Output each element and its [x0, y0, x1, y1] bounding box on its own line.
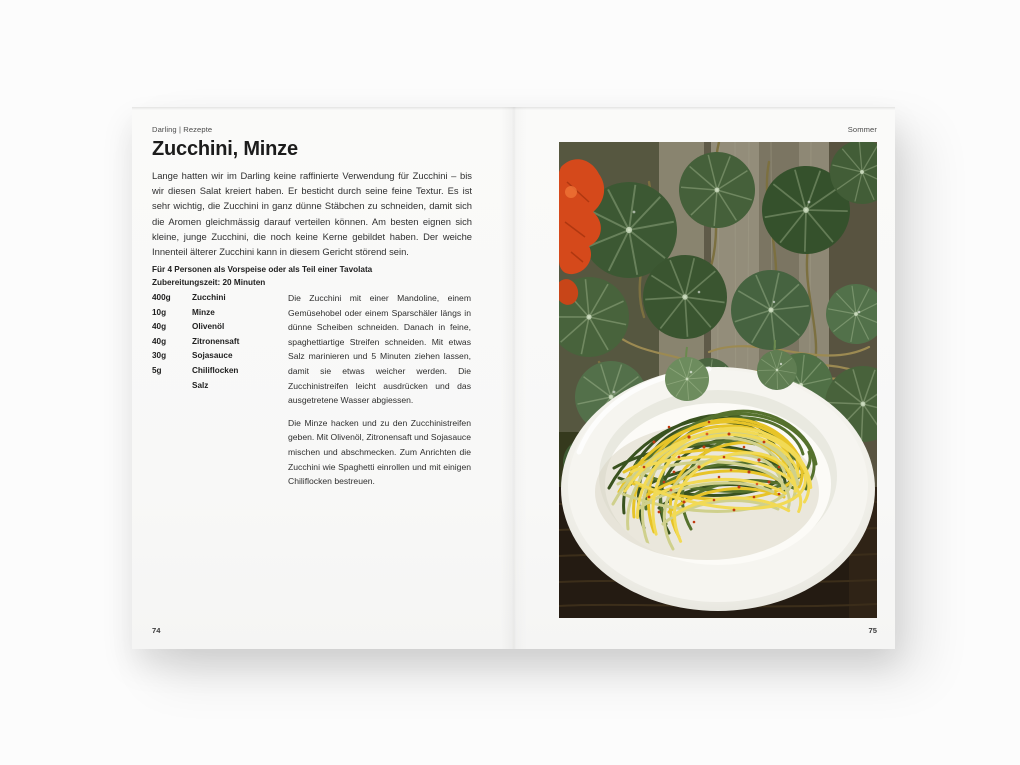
book-spread — [132, 107, 895, 649]
ingredient-qty: 400g — [152, 293, 171, 302]
ingredient-name: Olivenöl — [192, 322, 225, 332]
recipe-intro: Lange hatten wir im Darling keine raffinierte Verwendung für Zucchini – bis wir diesen Salat kreiert haben. Er besticht durch seine feine Textur. Es ist sehr wichtig, die Zucchini in ganz dünne Stäbchen zu schneiden, damit sich die Aromen gleichmässig darauf verteilen können. Am besten eignen sich kleine, junge Zucchini, die noch keine Kerne gebildet haben. Der weiche Innenteil älterer Zucchini kann in diesem Gericht störend sein. — [152, 170, 472, 258]
ingredient-name: Chiliflocken — [192, 365, 239, 375]
ingredient-row — [152, 364, 282, 379]
ingredient-qty: 5g — [152, 365, 162, 375]
serving-info: Für 4 Personen als Vorspeise oder als Teil einer Tavolata — [152, 265, 373, 274]
serving-info-block — [152, 263, 482, 289]
ingredient-name: Salz — [192, 380, 209, 390]
method-text — [288, 291, 471, 497]
ingredient-row — [152, 349, 282, 364]
recipe-photo — [559, 142, 877, 618]
ingredient-name: Zitronensaft — [192, 336, 240, 346]
page-number-left: 74 — [152, 626, 161, 635]
page-title: Zucchini, Minze — [152, 138, 298, 160]
ingredient-row — [152, 379, 282, 394]
method-paragraph: Die Zucchini mit einer Mandoline, einem Gemüsehobel oder einem Sparschäler längs in dünne Scheiben schneiden. Danach in feine, spaghettiartige Streifen schneiden. Mit etwas Salz marinieren und 5 Minuten ziehen lassen, damit sie etwas weicher werden. Die Zucchinistreifen leicht ausdrücken und das ausgetretene Wasser abgiessen. — [288, 293, 471, 406]
ingredient-qty: 30g — [152, 351, 167, 361]
ingredient-qty: 10g — [152, 307, 167, 317]
ingredient-name: Sojasauce — [192, 351, 233, 361]
ingredient-name: Zucchini — [192, 293, 226, 302]
ingredient-qty: 40g — [152, 322, 167, 332]
right-running-head: Sommer — [847, 125, 877, 134]
ingredient-row — [152, 306, 282, 321]
ingredient-row — [152, 335, 282, 350]
ingredient-name: Minze — [192, 307, 215, 317]
ingredient-row — [152, 291, 282, 306]
method-paragraph: Die Minze hacken und zu den Zucchinistreifen geben. Mit Olivenöl, Zitronensaft und Sojasauce mischen und abschmecken. Zum Anrichten die Zucchini wie Spaghetti einrollen und mit einigen Chiliflocken bestreuen. — [288, 417, 471, 487]
ingredients-list — [152, 291, 282, 393]
ingredient-row — [152, 320, 282, 335]
prep-time: Zubereitungszeit: 20 Minuten — [152, 278, 266, 287]
left-running-head: Darling | Rezepte — [152, 125, 213, 134]
ingredient-qty — [152, 379, 192, 394]
ingredient-qty: 40g — [152, 336, 167, 346]
book-spine — [501, 107, 527, 649]
page-number-right: 75 — [868, 626, 877, 635]
